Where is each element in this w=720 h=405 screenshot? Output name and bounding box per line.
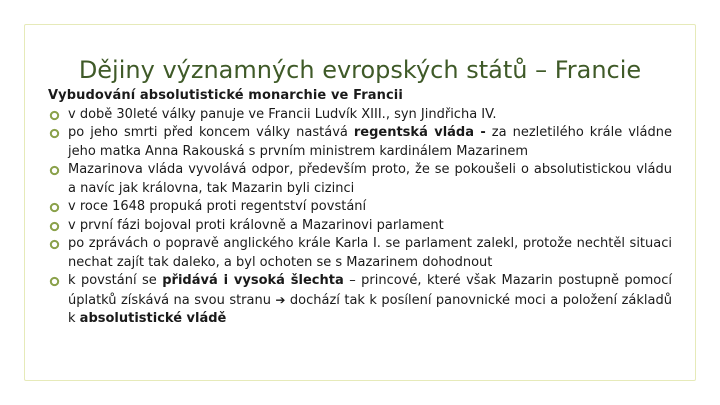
- bullet-text: po jeho smrti před koncem války nastává: [68, 125, 354, 140]
- list-item: [48, 235, 672, 272]
- ring-bullet-icon: [49, 239, 60, 250]
- bullet-text: po zprávách o popravě anglického krále Karla I. se parlament zalekl, protože nechtěl situaci nechat zajít tak daleko, a byl ochoten se s Mazarinem dohodnout: [68, 236, 672, 270]
- ring-bullet-icon: [49, 110, 60, 121]
- bullet-text: – princové, které však Mazarin postupně pomocí úplatků získává na svou stranu: [68, 273, 672, 308]
- ring-bullet-icon: [49, 221, 60, 232]
- list-item: [48, 124, 672, 161]
- slide-content: [48, 87, 672, 329]
- list-item: [48, 198, 672, 217]
- list-item: [48, 106, 672, 125]
- bullet-text: v době 30leté války panuje ve Francii Ludvík XIII., syn Jindřicha IV.: [68, 106, 497, 122]
- bullet-text: v první fázi bojoval proti královně a Mazarinovi parlament: [68, 217, 444, 233]
- bullet-text: k povstání se: [68, 273, 163, 288]
- ring-bullet-icon: [49, 202, 60, 213]
- bullet-text: dochází tak k posílení panovnické moci a položení základů k: [68, 292, 672, 326]
- bullet-bold-text: absolutistické vládě: [79, 311, 227, 326]
- bullet-bold-text: regentská vláda -: [353, 125, 486, 140]
- ring-bullet-icon: [49, 276, 60, 287]
- bullet-text: Mazarinova vláda vyvolává odpor, především proto, že se pokoušeli o absolutistickou vládu a navíc jak královna, tak Mazarin byli cizinci: [68, 162, 672, 196]
- bullet-bold-text: přidává i vysoká šlechta: [162, 273, 344, 288]
- bullet-text: za nezletilého krále vládne jeho matka Anna Rakouská s prvním ministrem kardinálem Mazarinem: [68, 125, 672, 159]
- list-item: [48, 272, 672, 329]
- list-item: [48, 217, 672, 236]
- slide-title: Dějiny významných evropských států – Francie: [78, 56, 642, 84]
- list-item: [48, 161, 672, 198]
- bullet-text: v roce 1648 propuká proti regentství povstání: [68, 199, 367, 214]
- subheading: Vybudování absolutistické monarchie ve Francii: [48, 88, 403, 103]
- arrow-right-icon: ➔: [275, 292, 286, 307]
- ring-bullet-icon: [49, 165, 60, 176]
- ring-bullet-icon: [49, 128, 60, 139]
- bullet-list: [48, 106, 672, 329]
